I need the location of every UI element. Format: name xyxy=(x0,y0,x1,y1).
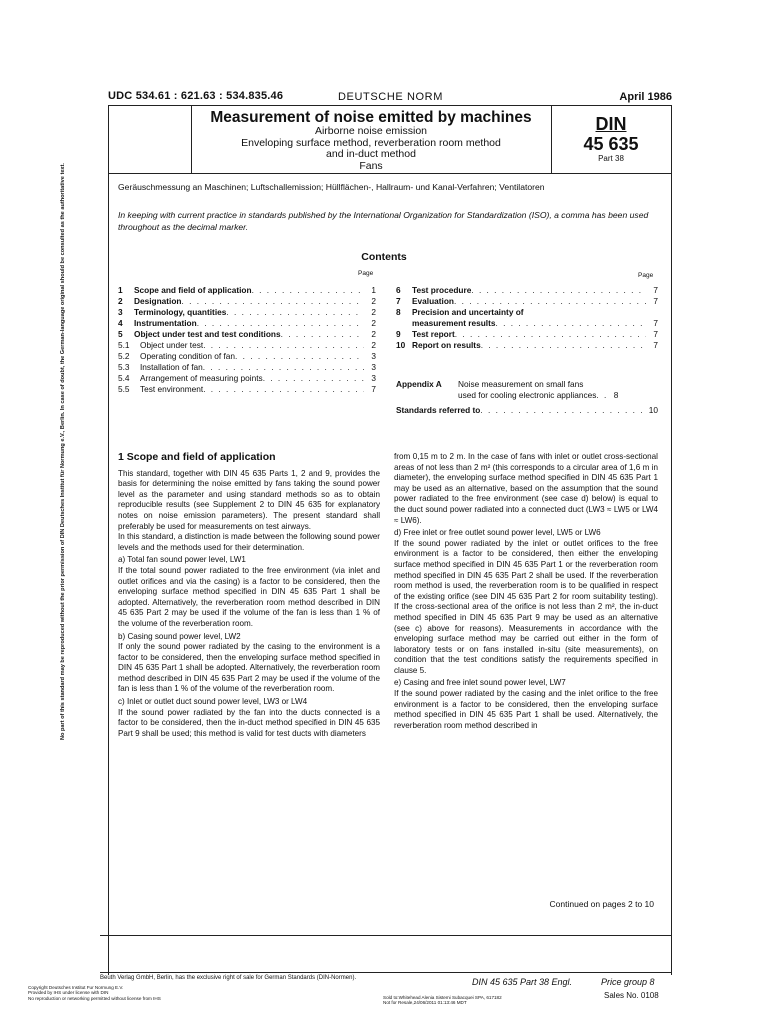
toc-leader-dots xyxy=(203,362,364,373)
toc-entry-number: 7 xyxy=(396,296,401,306)
toc-entry xyxy=(118,362,376,373)
title-sub-1: Airborne noise emission xyxy=(314,125,428,137)
title-sub-3: and in-duct method xyxy=(326,148,416,160)
toc-entry-page: 1 xyxy=(371,285,376,295)
toc-leader-dots xyxy=(197,318,364,329)
toc-leader-dots xyxy=(226,307,364,318)
toc-entry-number: 5.5 xyxy=(118,384,130,394)
toc-entry xyxy=(118,307,376,318)
toc-leader-dots xyxy=(203,340,364,351)
toc-entry-label: Report on results xyxy=(412,340,481,350)
toc-entry-page: 2 xyxy=(371,296,376,306)
toc-entry xyxy=(118,329,376,340)
toc-entry xyxy=(118,384,376,395)
appendix-label: Appendix A xyxy=(396,379,442,389)
toc-entry-label: Arrangement of measuring points xyxy=(140,373,263,383)
toc-leader-dots xyxy=(471,285,646,296)
continued-note: Continued on pages 2 to 10 xyxy=(549,899,654,909)
issue-date: April 1986 xyxy=(619,91,672,103)
din-block xyxy=(552,108,670,172)
toc-right-column xyxy=(396,285,658,351)
footer-beuth: Beuth Verlag GmbH, Berlin, has the exclusive right of sale for German Standards (DIN-Normen). xyxy=(100,975,357,981)
frame-right-line xyxy=(671,105,672,975)
toc-entry-page: 3 xyxy=(371,351,376,361)
toc-entry-page: 7 xyxy=(371,384,376,394)
section-1-distinction: In this standard, a distinction is made between the following sound power levels and the methods used for their determination. xyxy=(118,532,380,552)
item-a-text: If the total sound power radiated to the free environment (via inlet and outlet orifices and via the casing) is a factor to be considered, then the enveloping surface method specified in DIN 45 635 Part 1 shall be adopted. Alternatively, the reverberation room method described in DIN 45 635 Part 2 may be used if the volume of the fan is less than 1 % of the volume of the reverberation room. xyxy=(118,565,380,628)
footer-reference: DIN 45 635 Part 38 Engl. xyxy=(472,977,573,987)
item-e-heading: e) Casing and free inlet sound power level, LW7 xyxy=(394,678,566,688)
toc-entry-page: 3 xyxy=(371,362,376,372)
toc-leader-dots xyxy=(263,373,364,384)
toc-entry-number: 5.3 xyxy=(118,362,130,372)
toc-entry-number: 5.4 xyxy=(118,373,130,383)
appendix-page: 8 xyxy=(613,390,619,400)
toc-entry xyxy=(396,340,658,351)
toc-entry-page: 7 xyxy=(653,285,658,295)
toc-entry-label: Terminology, quantities xyxy=(134,307,227,317)
toc-entry-number: 1 xyxy=(118,285,123,295)
toc-leader-dots xyxy=(481,340,646,351)
toc-entry xyxy=(118,296,376,307)
toc-entry-number: 10 xyxy=(396,340,406,350)
standard-type: DEUTSCHE NORM xyxy=(338,91,443,103)
toc-entry-number: 8 xyxy=(396,307,401,317)
item-a-heading: a) Total fan sound power level, LW1 xyxy=(118,555,246,565)
footer-copy-line-2: Provided by IHS under license with DIN xyxy=(28,990,109,996)
toc-entry-number: 4 xyxy=(118,318,123,328)
toc-entry-page: 7 xyxy=(653,329,658,339)
toc-leader-dots xyxy=(252,285,364,296)
toc-page-header-right: Page xyxy=(638,272,654,279)
toc-entry-label: Installation of fan xyxy=(140,362,203,372)
din-part: Part 38 xyxy=(598,154,624,163)
title-sub-4: Fans xyxy=(359,159,383,172)
toc-entry xyxy=(118,318,376,329)
footer-sold-line-1: Sold to:Whitehead Alenia Sistemi Subacquei SPA, 617182 xyxy=(383,995,502,1000)
footer-sales-number: Sales No. 0108 xyxy=(604,991,659,1000)
toc-entry-number xyxy=(396,318,412,329)
toc-entry-page: 2 xyxy=(371,329,376,339)
content-bottom-line xyxy=(100,935,672,936)
contents-title: Contents xyxy=(361,251,407,263)
title-block xyxy=(192,108,550,172)
appendix-line-2: used for cooling electronic appliances xyxy=(458,390,597,400)
section-1-heading: 1 Scope and field of application xyxy=(118,451,276,463)
toc-entry-label: measurement results xyxy=(412,318,496,328)
toc-leader-dots xyxy=(495,318,646,329)
section-1-intro: This standard, together with DIN 45 635 Parts 1, 2 and 9, provides the basis for determining the noise emitted by fans taking the sound power level as the parameter and using standard methods so as to obtain reproducible results (see Supplement 2 to DIN 45 635 for explanatory notes on noise emission parameters). The present standard shall preferably be used for measurements on test airways. xyxy=(118,468,380,531)
toc-entry xyxy=(118,340,376,351)
toc-entry-label: Scope and field of application xyxy=(134,285,252,295)
toc-left-column xyxy=(118,285,376,395)
toc-entry xyxy=(396,285,658,296)
toc-entry-page: 3 xyxy=(371,373,376,383)
item-b-text: If only the sound power radiated by the casing to the environment is a factor to be considered, then the enveloping surface method specified in DIN 45 635 Part 1 shall be adopted. Alternatively, the reverberation room method described in DIN 45 635 Part 2 may be used if the volume of the fan is less than 1 % of the volume of the reverberation room. xyxy=(118,642,380,694)
german-title: Geräuschmessung an Maschinen; Luftschallemission; Hüllflächen-, Hallraum- und Kanal-Verfahren; Ventilatoren xyxy=(118,182,545,192)
footer-copyright xyxy=(28,985,161,1001)
udc-code: UDC 534.61 : 621.63 : 534.835.46 xyxy=(108,90,284,102)
toc-entry xyxy=(396,318,658,329)
toc-entry-page: 7 xyxy=(653,318,658,328)
toc-page-header-left: Page xyxy=(358,270,374,277)
title-bottom-line xyxy=(108,173,672,174)
footer-price-group: Price group 8 xyxy=(601,977,655,987)
toc-entry xyxy=(396,329,658,340)
item-d-text: If the sound power radiated by the inlet or outlet orifices to the free environment is a factor to be considered, then either the enveloping surface method specified in DIN 45 635 Part 1 or the reverberation room method specified in DIN 45 635 Part 2 shall be used. If the reverberation room method is used, the reverberation room is to be qualified in respect of the existing orifice (see DIN 45 635 Part 2 for room suitability testing). If the cross-sectional area of the orifice is not less than 2 m², the in-duct method specified in DIN 45 635 Part 9 may be used as an alternative (see c) above for reasons). Measurements in accordance with the enveloping surface method may be carried out either in the form of laboratory tests or on fans installed in-situ (site measurements), on condition that the test conditions satisfy the requirements specified in clause 5. xyxy=(394,538,658,675)
toc-entry-page: 2 xyxy=(371,318,376,328)
toc-entry-number: 2 xyxy=(118,296,123,306)
appendix-line-1: Noise measurement on small fans xyxy=(458,379,584,389)
toc-entry xyxy=(118,373,376,384)
toc-entry xyxy=(118,351,376,362)
toc-entry-label: Designation xyxy=(134,296,182,306)
iso-note: In keeping with current practice in standards published by the International Organization for Standardization (ISO), a comma has been used throughout as the decimal marker. xyxy=(118,210,649,232)
toc-entry-label: Test report xyxy=(412,329,455,339)
document-title: Measurement of noise emitted by machines xyxy=(210,109,532,126)
body-left-column xyxy=(118,452,380,739)
footer-sold-line-2: Not for Resale,24/06/2011 01:13:46 MDT xyxy=(383,1000,467,1006)
toc-entry-number: 5 xyxy=(118,329,123,339)
item-c-continuation: from 0,15 m to 2 m. In the case of fans with inlet or outlet cross-sectional areas of not less than 2 m² (this corresponds to a circular area of 1,6 m in diameter), the enveloping surface method specified in DIN 45 635 Part 1 may be used as an alternative, based on the assumption that the sound power radiated to the free environment (see case d) below) is equal to the duct sound power radiated into a connected duct (LW3 ≈ LW5 or LW4 ≈ LW6). xyxy=(394,452,658,525)
toc-entry-label: Test procedure xyxy=(412,285,472,295)
standards-label: Standards referred to xyxy=(396,405,481,415)
din-number: 45 635 xyxy=(583,134,639,154)
standards-page: 10 xyxy=(648,405,658,415)
toc-leader-dots xyxy=(281,329,364,340)
frame-bottom-line xyxy=(100,972,672,973)
toc-entry-number: 5.1 xyxy=(118,340,130,350)
toc-entry-page: 2 xyxy=(371,340,376,350)
footer-copy-line-1: Copyright Deutsches Institut Fur Normung E.V. xyxy=(28,985,124,990)
toc-entry-number: 3 xyxy=(118,307,123,317)
toc-entry-label: Operating condition of fan xyxy=(140,351,236,361)
toc-entry-label: Instrumentation xyxy=(134,318,197,328)
toc-appendix xyxy=(396,379,658,416)
toc-leader-dots xyxy=(454,296,646,307)
toc-leader-dots xyxy=(181,296,364,307)
footer-sold-to xyxy=(383,995,502,1006)
item-d-heading: d) Free inlet or free outlet sound power level, LW5 or LW6 xyxy=(394,528,601,538)
item-b-heading: b) Casing sound power level, LW2 xyxy=(118,631,241,641)
toc-entry-number: 5.2 xyxy=(118,351,130,361)
toc-entry-label: Test environment xyxy=(140,384,204,394)
footer-copy-line-3: No reproduction or networking permitted without license from IHS xyxy=(28,995,161,1001)
toc-entry xyxy=(396,307,658,318)
toc-entry-label: Evaluation xyxy=(412,296,454,306)
toc-entry-page: 2 xyxy=(371,307,376,317)
toc-leader-dots xyxy=(235,351,364,362)
toc-leader-dots xyxy=(203,384,364,395)
item-c-text: If the sound power radiated by the fan into the ducts connected is a factor to be considered, then the in-duct method specified in DIN 45 635 Part 9 shall be used; this method is valid for test ducts with diameters xyxy=(118,707,380,738)
toc-entry-page: 7 xyxy=(653,340,658,350)
body-right-column xyxy=(394,452,658,731)
frame-top-line xyxy=(108,105,672,106)
toc-entry-label: Object under test xyxy=(140,340,204,350)
toc-entry-number: 9 xyxy=(396,329,401,339)
frame-left-line xyxy=(108,105,109,975)
toc-entry xyxy=(396,296,658,307)
toc-entry-number: 6 xyxy=(396,285,401,295)
toc-leader-dots xyxy=(455,329,646,340)
copyright-side-note: No part of this standard may be reproduced without the prior permission of DIN Deutsches Institut für Normung e.V., Berlin. In case of doubt, the German-language original should be consulted as the authoritative text. xyxy=(60,163,66,740)
toc-entry-label: Object under test and test conditions xyxy=(134,329,281,339)
title-sub-2: Enveloping surface method, reverberation room method xyxy=(241,136,501,149)
item-c-heading: c) Inlet or outlet duct sound power level, LW3 or LW4 xyxy=(118,697,308,707)
toc-entry xyxy=(118,285,376,296)
toc-entry-label: Precision and uncertainty of xyxy=(412,307,524,317)
toc-entry-page: 7 xyxy=(653,296,658,306)
item-e-text: If the sound power radiated by the casing and the inlet orifice to the free environment is a factor to be considered, then the enveloping surface method specified in DIN 45 635 Part 1 shall be used. Alternatively, the reverberation room method described in xyxy=(394,689,658,730)
din-label: DIN xyxy=(595,114,627,134)
